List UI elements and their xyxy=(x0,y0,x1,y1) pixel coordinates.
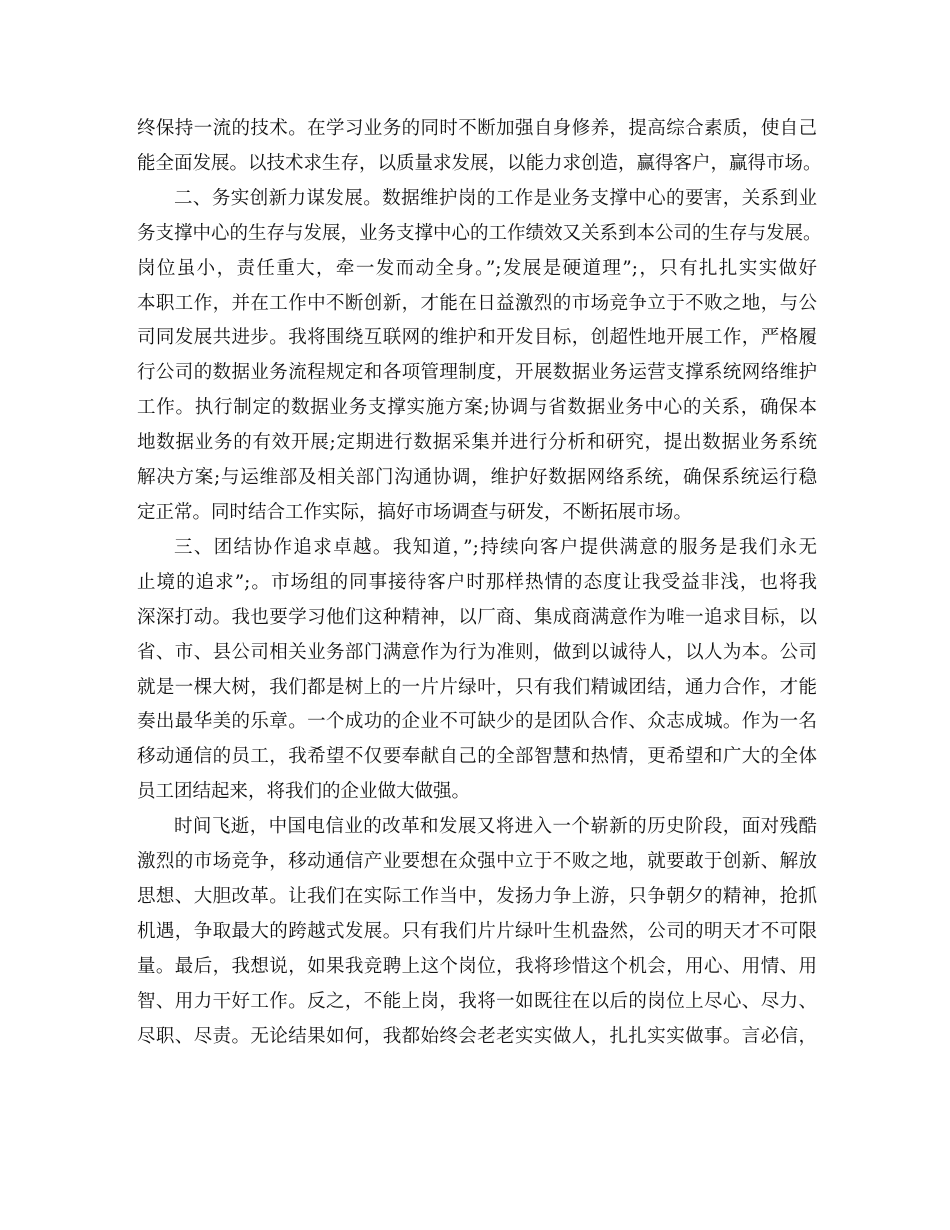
text-line: 本职工作，并在工作中不断创新，才能在日益激烈的市场竞争立于不败之地，与公 xyxy=(137,292,817,314)
text-line: 二、务实创新力谋发展。数据维护岗的工作是业务支撑中心的要害，关系到业 xyxy=(174,187,817,209)
text-line: 工作。执行制定的数据业务支撑实施方案;协调与省数据业务中心的关系，确保本 xyxy=(137,397,817,419)
text-line: 就是一棵大树，我们都是树上的一片片绿叶，只有我们精诚团结，通力合作，才能 xyxy=(137,676,817,698)
paragraph-continuation xyxy=(137,112,822,182)
text-line: 量。最后，我想说，如果我竞聘上这个岗位，我将珍惜这个机会，用心、用情、用 xyxy=(137,955,817,977)
text-line: 深深打动。我也要学习他们这种精神，以厂商、集成商满意作为唯一追求目标，以 xyxy=(137,606,817,628)
paragraph-teamwork xyxy=(137,531,817,810)
text-line: 终保持一流的技术。在学习业务的同时不断加强自身修养，提高综合素质，使自己 xyxy=(137,118,817,139)
text-line: 激烈的市场竞争，移动通信产业要想在众强中立于不败之地，就要敢于创新、解放 xyxy=(137,851,817,873)
text-line: 尽职、尽责。无论结果如何，我都始终会老老实实做人，扎扎实实做事。言必信， xyxy=(137,1025,817,1047)
text-line: 思想、大胆改革。让我们在实际工作当中，发扬力争上游，只争朝夕的精神，抢抓 xyxy=(137,885,817,907)
text-line: 司同发展共进步。我将围绕互联网的维护和开发目标，创超性地开展工作，严格履 xyxy=(137,327,817,349)
text-line: 三、团结协作追求卓越。我知道，”;持续向客户提供满意的服务是我们永无 xyxy=(174,536,817,558)
text-line: 机遇，争取最大的跨越式发展。只有我们片片绿叶生机盎然，公司的明天才不可限 xyxy=(137,920,817,942)
text-line: 时间飞逝，中国电信业的改革和发展又将进入一个崭新的历史阶段，面对残酷 xyxy=(174,816,817,838)
text-line: 移动通信的员工，我希望不仅要奉献自己的全部智慧和热情，更希望和广大的全体 xyxy=(137,746,817,768)
text-line: 务支撑中心的生存与发展，业务支撑中心的工作绩效又关系到本公司的生存与发展。 xyxy=(137,222,822,244)
text-line: 岗位虽小，责任重大，牵一发而动全身。”;发展是硬道理”;，只有扎扎实实做好 xyxy=(137,257,817,279)
text-line: 定正常。同时结合工作实际，搞好市场调查与研发，不断拓展市场。 xyxy=(137,501,693,523)
text-line: 止境的追求”;。市场组的同事接待客户时那样热情的态度让我受益非浅，也将我 xyxy=(137,571,817,593)
paragraph-closing xyxy=(137,810,817,1054)
paragraph-innovation xyxy=(137,182,822,531)
text-line: 解决方案;与运维部及相关部门沟通协调，维护好数据网络系统，确保系统运行稳 xyxy=(137,467,817,489)
document-body xyxy=(137,112,822,1054)
text-line: 奏出最华美的乐章。一个成功的企业不可缺少的是团队合作、众志成城。作为一名 xyxy=(137,711,817,733)
text-line: 省、市、县公司相关业务部门满意作为行为准则，做到以诚待人，以人为本。公司 xyxy=(137,641,817,663)
text-line: 智、用力干好工作。反之，不能上岗，我将一如既往在以后的岗位上尽心、尽力、 xyxy=(137,990,817,1012)
text-line: 能全面发展。以技术求生存，以质量求发展，以能力求创造，赢得客户，赢得市场。 xyxy=(137,152,822,174)
text-line: 员工团结起来，将我们的企业做大做强。 xyxy=(137,781,471,803)
text-line: 行公司的数据业务流程规定和各项管理制度，开展数据业务运营支撑系统网络维护 xyxy=(137,362,817,384)
text-line: 地数据业务的有效开展;定期进行数据采集并进行分析和研究，提出数据业务系统 xyxy=(137,432,817,454)
